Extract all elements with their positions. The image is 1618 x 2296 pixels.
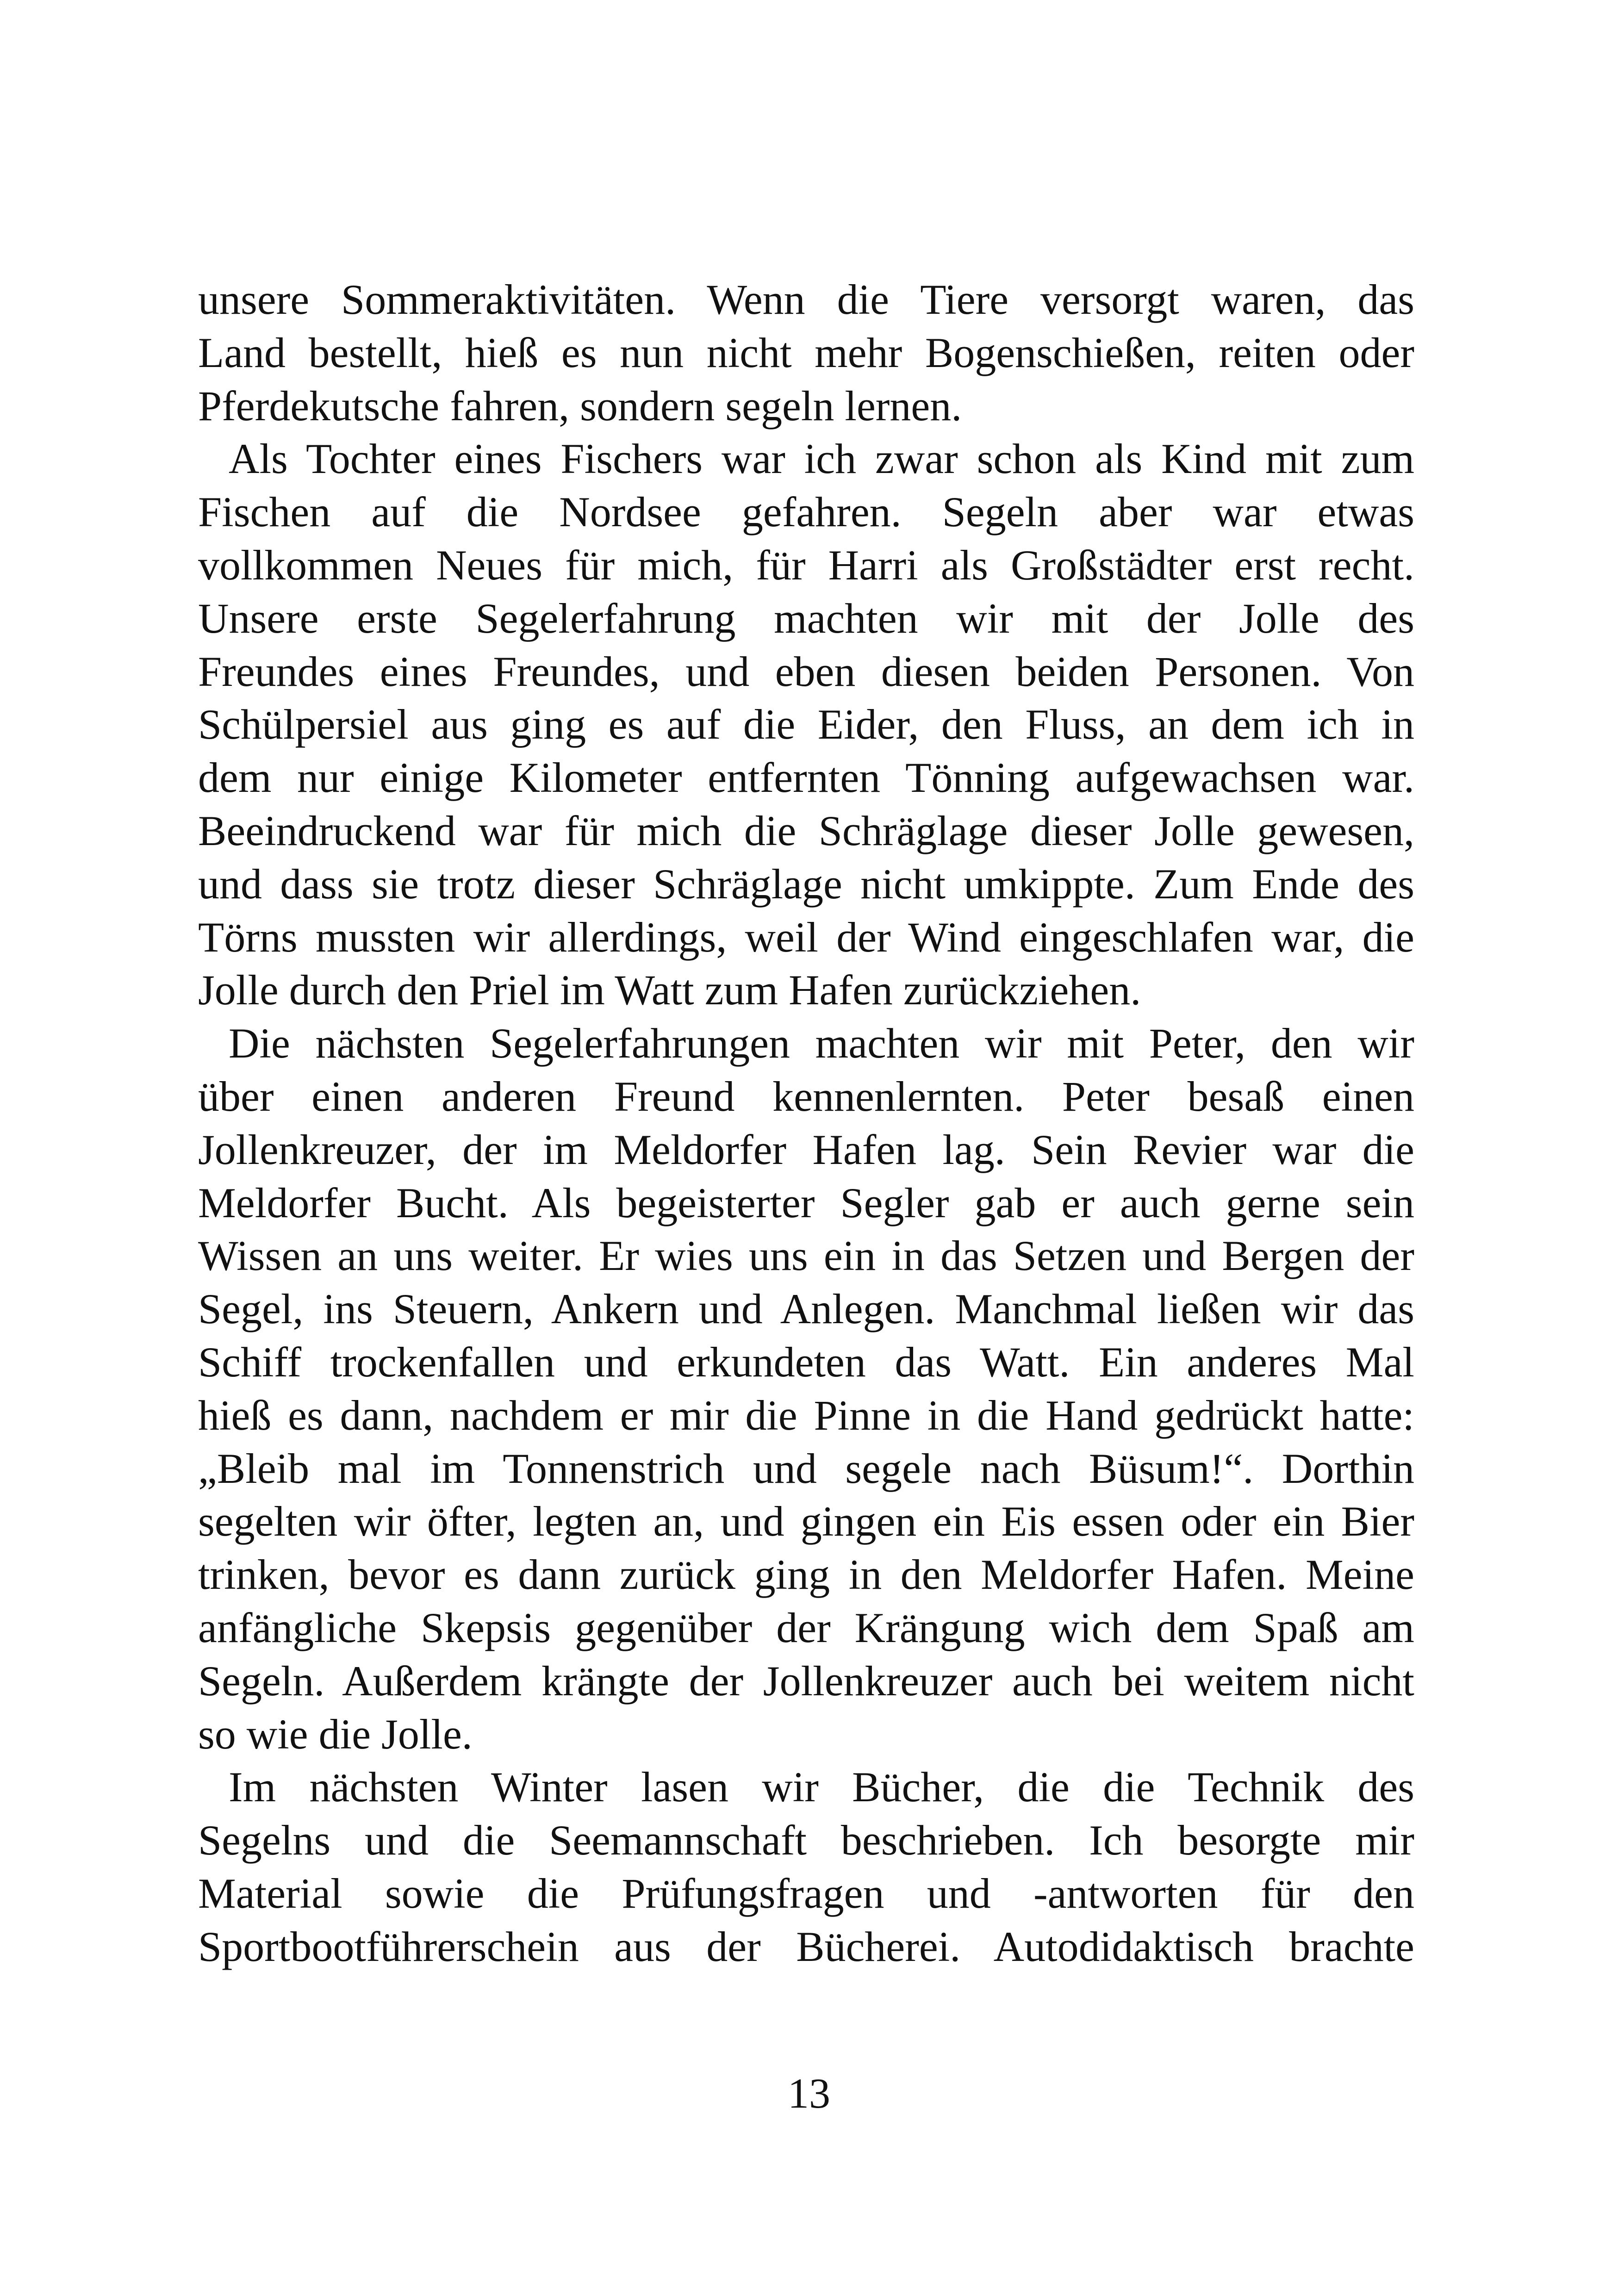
text-line: Freundes eines Freundes, und eben diesen beiden Personen. Von xyxy=(198,647,1414,695)
text-line: Unsere erste Segelerfahrung machten wir mit der Jolle des xyxy=(198,594,1414,642)
text-line: Material sowie die Prüfungsfragen und -antworten für den xyxy=(198,1869,1414,1917)
text-line: Schülpersiel aus ging es auf die Eider, den Fluss, an dem ich in xyxy=(198,701,1414,748)
text-line: Im nächsten Winter lasen wir Bücher, die die Technik des xyxy=(229,1763,1414,1811)
text-line: Fischen auf die Nordsee gefahren. Segeln aber war etwas xyxy=(198,488,1414,536)
text-line: anfängliche Skepsis gegenüber der Krängung wich dem Spaß am xyxy=(198,1604,1414,1651)
text-line: Sportbootführerschein aus der Bücherei. Autodidaktisch brachte xyxy=(198,1923,1414,1970)
text-line: und dass sie trotz dieser Schräglage nicht umkippte. Zum Ende des xyxy=(198,860,1414,908)
text-line: Segeln. Außerdem krängte der Jollenkreuzer auch bei weitem nicht xyxy=(198,1657,1414,1705)
text-line: Jollenkreuzer, der im Meldorfer Hafen lag. Sein Revier war die xyxy=(198,1126,1414,1173)
text-line: „Bleib mal im Tonnenstrich und segele nach Büsum!“. Dorthin xyxy=(198,1444,1414,1492)
text-line: Als Tochter eines Fischers war ich zwar schon als Kind mit zum xyxy=(229,435,1414,483)
body-text xyxy=(198,273,1414,1973)
text-line: Land bestellt, hieß es nun nicht mehr Bogenschießen, reiten oder xyxy=(198,329,1414,376)
text-line: Meldorfer Bucht. Als begeisterter Segler gab er auch gerne sein xyxy=(198,1179,1414,1226)
text-line: über einen anderen Freund kennenlernten. Peter besaß einen xyxy=(198,1072,1414,1120)
text-line: Pferdekutsche fahren, sondern segeln lernen. xyxy=(198,382,962,429)
text-line: unsere Sommeraktivitäten. Wenn die Tiere versorgt waren, das xyxy=(198,276,1414,323)
text-line: Törns mussten wir allerdings, weil der Wind eingeschlafen war, die xyxy=(198,913,1414,961)
text-line: segelten wir öfter, legten an, und gingen ein Eis essen oder ein Bier xyxy=(198,1498,1414,1545)
text-line: so wie die Jolle. xyxy=(198,1710,473,1758)
page-number: 13 xyxy=(788,2070,830,2117)
text-line: Beeindruckend war für mich die Schräglage dieser Jolle gewesen, xyxy=(198,807,1414,854)
text-line: Jolle durch den Priel im Watt zum Hafen zurückziehen. xyxy=(198,966,1141,1014)
text-line: Segelns und die Seemannschaft beschrieben. Ich besorgte mir xyxy=(198,1817,1414,1864)
text-line: Wissen an uns weiter. Er wies uns ein in das Setzen und Bergen der xyxy=(198,1232,1414,1280)
text-line: Die nächsten Segelerfahrungen machten wir mit Peter, den wir xyxy=(229,1020,1414,1067)
text-line: vollkommen Neues für mich, für Harri als Großstädter erst recht. xyxy=(198,541,1414,589)
text-line: trinken, bevor es dann zurück ging in den Meldorfer Hafen. Meine xyxy=(198,1551,1414,1599)
text-line: Segel, ins Steuern, Ankern und Anlegen. Manchmal ließen wir das xyxy=(198,1285,1414,1333)
text-line: hieß es dann, nachdem er mir die Pinne in die Hand gedrückt hatte: xyxy=(198,1391,1414,1439)
text-line: dem nur einige Kilometer entfernten Tönning aufgewachsen war. xyxy=(198,754,1414,802)
text-line: Schiff trockenfallen und erkundeten das Watt. Ein anderes Mal xyxy=(198,1338,1414,1386)
